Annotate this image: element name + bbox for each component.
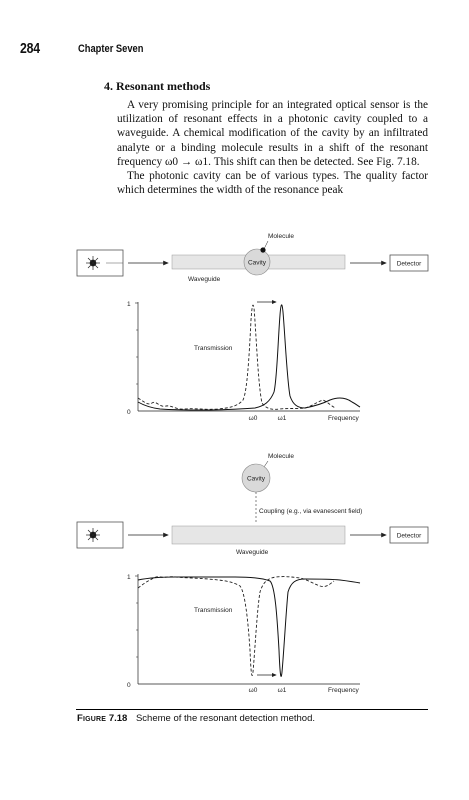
paragraph-2: The photonic cavity can be of various types. The quality factor which determines the width of the resonance peak	[117, 170, 428, 197]
dip-curve-w1-bottom	[138, 577, 360, 676]
x-label-bottom: Frequency	[328, 687, 359, 694]
x-label-top: Frequency	[328, 415, 359, 422]
body-text	[117, 98, 428, 197]
paragraph-1: A very promising principle for an integrated optical sensor is the utilization of resonant effects in a photonic cavity coupled to a waveguide. A chemical modification of the cavity by an infiltrated analyte or a binding molecule results in a shift of the resonant frequency ω0 → ω1. This shift can then be detected. See Fig. 7.18.	[117, 99, 428, 168]
y-tick-bottom-0: 0	[127, 682, 131, 689]
resonance-curve-w1-top	[138, 305, 360, 410]
cavity-label-bottom: Cavity	[246, 475, 266, 483]
figure-7-18	[0, 220, 469, 720]
running-head: Chapter Seven	[78, 43, 144, 55]
y-label-top: Transmission	[194, 345, 233, 352]
top-diagram	[77, 233, 428, 283]
page-number: 284	[20, 40, 40, 57]
bottom-diagram	[77, 453, 428, 556]
caption-text: Scheme of the resonant detection method.	[135, 713, 315, 724]
x-tick-top-w0: ω0	[248, 415, 258, 422]
detector-label-top: Detector	[396, 260, 422, 268]
detector-label-bottom: Detector	[396, 532, 422, 540]
waveguide-label-top: Waveguide	[188, 276, 221, 283]
caption-rule	[76, 709, 428, 710]
y-tick-top-0: 0	[127, 409, 131, 416]
x-tick-bottom-w1: ω1	[277, 687, 287, 694]
light-source-icon-top	[86, 256, 100, 270]
top-plot	[127, 301, 360, 422]
figure-svg	[0, 220, 469, 720]
section-heading: 4. Resonant methods	[104, 79, 211, 93]
light-source-icon-bottom	[86, 528, 100, 542]
y-tick-top-1: 1	[127, 301, 131, 308]
resonance-curve-w0-top	[138, 305, 336, 409]
molecule-dot-top	[260, 247, 265, 252]
x-tick-top-w1: ω1	[277, 415, 287, 422]
molecule-label-bottom: Molecule	[268, 453, 295, 460]
waveguide-bottom	[172, 526, 345, 544]
figure-caption	[77, 713, 315, 724]
x-tick-bottom-w0: ω0	[248, 687, 258, 694]
caption-number: 7.18	[108, 713, 128, 724]
coupling-label: Coupling (e.g., via evanescent field)	[259, 508, 363, 515]
molecule-label-top: Molecule	[268, 233, 295, 240]
y-label-bottom: Transmission	[194, 607, 233, 614]
waveguide-label-bottom: Waveguide	[236, 549, 269, 556]
dip-curve-w0-bottom	[138, 577, 334, 676]
bottom-plot	[127, 574, 360, 694]
cavity-label-top: Cavity	[247, 259, 267, 267]
y-tick-bottom-1: 1	[127, 574, 131, 581]
caption-label: Figure	[77, 713, 107, 724]
